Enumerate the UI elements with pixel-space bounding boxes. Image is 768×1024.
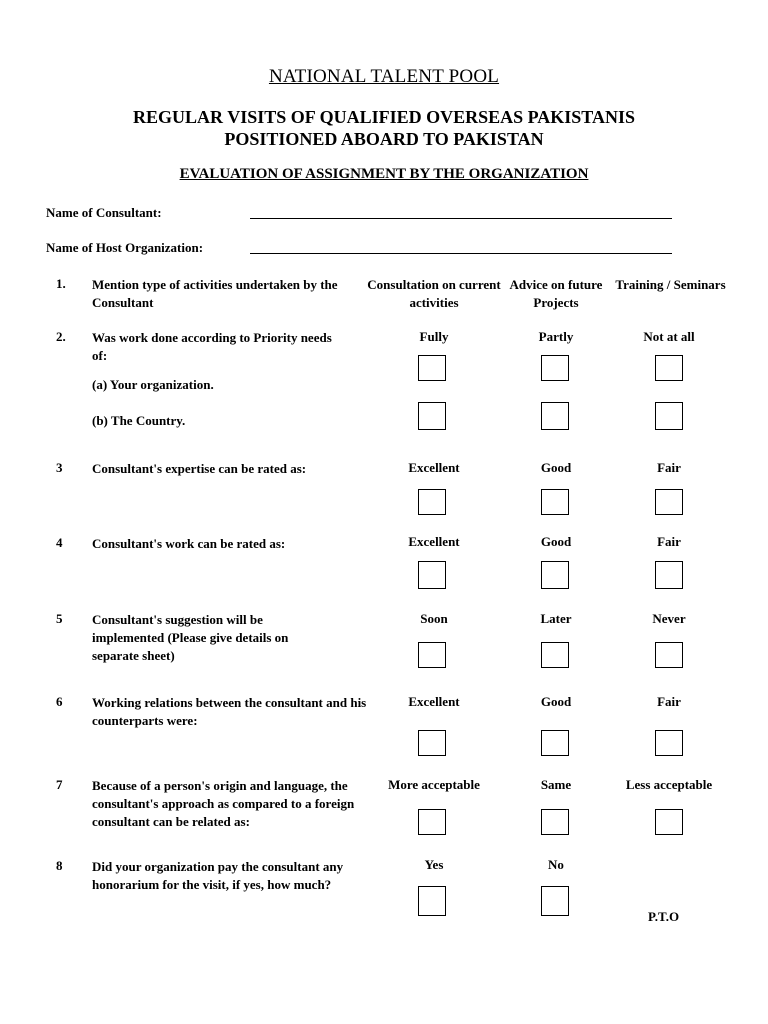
question-5-option-1: Soon [420,611,448,626]
question-4-text: Consultant's work can be rated as: [92,536,286,551]
q2b-partly-checkbox[interactable] [541,402,569,430]
question-7-number: 7 [56,777,63,792]
consultant-name-label: Name of Consultant: [46,205,162,220]
question-3-option-2: Good [540,460,572,475]
question-4-option-2: Good [540,534,572,549]
q4-excellent-checkbox[interactable] [418,561,446,589]
q5-never-checkbox[interactable] [655,642,683,668]
question-3-option-1: Excellent [408,460,460,475]
question-5-text: Consultant's suggestion will be implemented (Please give details on separate sheet) [92,612,289,663]
question-4-number: 4 [56,535,63,550]
question-7-text: Because of a person's origin and language, the consultant's approach as compared to a foreign consultant can be related as: [92,778,355,829]
subtitle-line-2: POSITIONED ABOARD TO PAKISTAN [224,129,544,149]
question-6-option-2: Good [540,694,572,709]
question-2-text: Was work done according to Priority needs of: [92,330,332,363]
question-7-option-2: Same [540,777,572,792]
page-title: NATIONAL TALENT POOL [268,66,500,87]
question-6-option-1: Excellent [408,694,460,709]
q3-fair-checkbox[interactable] [655,489,683,515]
consultant-name-field[interactable] [250,218,672,219]
question-1-option-2: Advice on future Projects [509,277,603,310]
q5-later-checkbox[interactable] [541,642,569,668]
q4-good-checkbox[interactable] [541,561,569,589]
question-8-text: Did your organization pay the consultant any honorarium for the visit, if yes, how much? [92,859,344,892]
question-4-option-1: Excellent [408,534,460,549]
question-8-number: 8 [56,858,63,873]
subtitle-line-1: REGULAR VISITS OF QUALIFIED OVERSEAS PAKISTANIS [133,107,635,127]
question-7-option-1: More acceptable [388,777,480,792]
question-6-number: 6 [56,694,63,709]
q6-fair-checkbox[interactable] [655,730,683,756]
q2a-fully-checkbox[interactable] [418,355,446,381]
question-2-subitem-b: (b) The Country. [92,413,186,428]
q8-no-checkbox[interactable] [541,886,569,916]
question-5-option-2: Later [540,611,572,626]
q7-same-checkbox[interactable] [541,809,569,835]
question-2-subitem-a: (a) Your organization. [92,377,214,392]
q5-soon-checkbox[interactable] [418,642,446,668]
question-7-option-3: Less acceptable [625,777,713,792]
q2b-not-at-all-checkbox[interactable] [655,402,683,430]
question-4-option-3: Fair [657,534,681,549]
q3-excellent-checkbox[interactable] [418,489,446,515]
q2a-partly-checkbox[interactable] [541,355,569,381]
question-3-text: Consultant's expertise can be rated as: [92,461,307,476]
question-2-number: 2. [56,329,66,344]
q4-fair-checkbox[interactable] [655,561,683,589]
question-2-option-1: Fully [419,329,449,344]
question-1-number: 1. [56,276,66,291]
q2b-fully-checkbox[interactable] [418,402,446,430]
question-3-number: 3 [56,460,63,475]
question-1-option-1: Consultation on current activities [367,277,501,310]
q2a-not-at-all-checkbox[interactable] [655,355,683,381]
evaluation-heading: EVALUATION OF ASSIGNMENT BY THE ORGANIZATION [179,166,589,182]
question-6-option-3: Fair [657,694,681,709]
q7-more-acceptable-checkbox[interactable] [418,809,446,835]
pto-note: P.T.O [648,909,680,924]
question-2-option-2: Partly [538,329,574,344]
question-2-option-3: Not at all [643,329,695,344]
q6-good-checkbox[interactable] [541,730,569,756]
host-organization-label: Name of Host Organization: [46,240,204,255]
question-8-option-2: No [548,857,564,872]
q3-good-checkbox[interactable] [541,489,569,515]
question-3-option-3: Fair [657,460,681,475]
q7-less-acceptable-checkbox[interactable] [655,809,683,835]
q8-yes-checkbox[interactable] [418,886,446,916]
question-5-option-3: Never [652,611,686,626]
question-1-text: Mention type of activities undertaken by the Consultant [92,277,338,310]
question-8-option-1: Yes [424,857,444,872]
question-1-option-3: Training / Seminars [615,277,726,292]
host-organization-field[interactable] [250,253,672,254]
question-6-text: Working relations between the consultant and his counterparts were: [92,695,367,728]
question-5-number: 5 [56,611,63,626]
q6-excellent-checkbox[interactable] [418,730,446,756]
